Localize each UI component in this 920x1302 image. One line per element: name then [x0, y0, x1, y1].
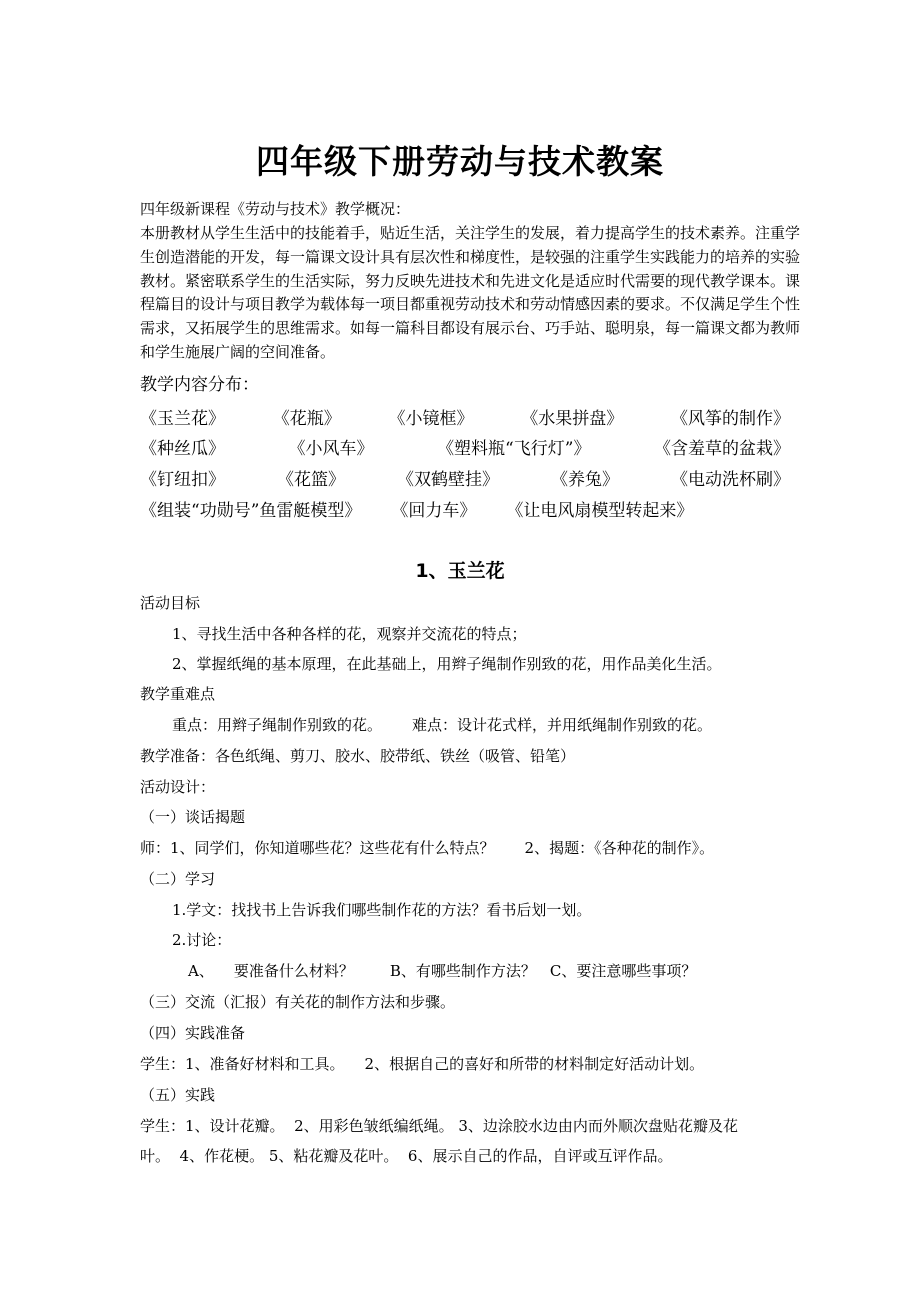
toc-item: 《风筝的制作》 [671, 409, 790, 429]
teaching-prep: 教学准备：各色纸绳、剪刀、胶水、胶带纸、铁丝（吸管、铅笔） [140, 747, 576, 765]
toc-item: 《花篮》 [277, 470, 345, 490]
section-heading: （一）谈话揭题 [140, 808, 246, 826]
study-step-1: 1.学文：找找书上告诉我们哪些制作花的方法？看书后划一划。 [172, 901, 592, 919]
practice-steps-line-1: 学生：1、设计花瓣。 2、用彩色皱纸编纸绳。 3、边涂胶水边由内而外顺次盘贴花瓣及花 [140, 1117, 738, 1135]
section-heading: （三）交流（汇报）有关花的制作方法和步骤。 [140, 993, 456, 1011]
design-label: 活动设计： [140, 778, 216, 796]
intro-body: 本册教材从学生生活中的技能着手，贴近生活，关注学生的发展，着力提高学生的技术素养。注重学生创造潜能的开发，每一篇课文设计具有层次性和梯度性，是较强的注重学生实践能力的培养的实验教材。紧密联系学生的生活实际，努力反映先进技术和先进文化是适应时代需要的现代教学课本。课程篇目的设计与项目教学为载体每一项目都重视劳动技术和劳动情感因素的要求。不仅满足学生个性需求，又拓展学生的思维需求。如每一篇科目都设有展示台、巧手站、聪明泉，每一篇课文都为教师和学生施展广阔的空间准备。 [140, 224, 801, 361]
toc-item: 《小镜框》 [388, 409, 474, 429]
prep-step-b: 2、根据自己的喜好和所带的材料制定好活动计划。 [364, 1055, 705, 1073]
topic-reveal: 2、揭题：《各种花的制作》。 [524, 839, 715, 857]
toc-item: 《种丝瓜》 [140, 439, 225, 459]
toc-item: 《塑料瓶“飞行灯”》 [437, 439, 591, 459]
key-points [172, 714, 712, 735]
toc-item: 《钉纽扣》 [140, 470, 225, 490]
section-line [140, 837, 714, 858]
question-a: 要准备什么材料？ [233, 962, 354, 980]
goal-item-2: 2、掌握纸绳的基本原理，在此基础上，用辫子绳制作别致的花，用作品美化生活。 [172, 655, 722, 673]
question-mark-a: A、 [188, 962, 214, 980]
toc-item: 《养兔》 [551, 470, 619, 490]
toc-item: 《组装“功勋号”鱼雷艇模型》 [140, 501, 362, 521]
teacher-question: 师：1、同学们，你知道哪些花？这些花有什么特点？ [140, 839, 495, 857]
question-c: C、要注意哪些事项？ [549, 962, 697, 980]
toc-item: 《让电风扇模型转起来》 [506, 501, 694, 521]
key-point: 重点：用辫子绳制作别致的花。 [172, 716, 383, 734]
toc-item: 《电动洗杯刷》 [671, 470, 790, 490]
question-b: B、有哪些制作方法？ [389, 962, 536, 980]
toc-item: 《小风车》 [288, 439, 374, 459]
discussion-questions [188, 960, 696, 981]
lesson-title: 1、玉兰花 [415, 560, 505, 582]
goal-label: 活动目标 [140, 594, 201, 612]
prep-step-a: 学生：1、准备好材料和工具。 [140, 1055, 345, 1073]
toc-row [140, 496, 790, 526]
toc-item: 《水果拼盘》 [521, 409, 624, 429]
section-line [140, 1053, 704, 1074]
distribution-label: 教学内容分布： [140, 375, 259, 395]
toc-row [140, 434, 790, 464]
toc-item: 《玉兰花》 [140, 409, 225, 429]
difficult-point: 难点：设计花式样，并用纸绳制作别致的花。 [412, 716, 713, 734]
goal-item-1: 1、寻找生活中各种各样的花，观察并交流花的特点； [172, 625, 527, 643]
toc-item: 《回力车》 [391, 501, 477, 521]
toc-row [140, 404, 790, 434]
practice-steps-line-2: 叶。 4、作花梗。 5、粘花瓣及花叶。 6、展示自己的作品，自评或互评作品。 [140, 1147, 673, 1165]
section-heading: （二）学习 [140, 870, 216, 888]
toc-row [140, 465, 790, 495]
key-label: 教学重难点 [140, 685, 216, 703]
intro-label: 四年级新课程《劳动与技术》教学概况： [140, 200, 411, 218]
section-heading: （四）实践准备 [140, 1024, 246, 1042]
toc-item: 《含羞草的盆栽》 [653, 439, 790, 459]
toc-item: 《花瓶》 [272, 409, 341, 429]
toc-item: 《双鹤壁挂》 [397, 470, 499, 490]
document-title: 四年级下册劳动与技术教案 [256, 142, 664, 181]
section-heading: （五）实践 [140, 1086, 216, 1104]
study-step-2: 2.讨论： [172, 931, 232, 949]
